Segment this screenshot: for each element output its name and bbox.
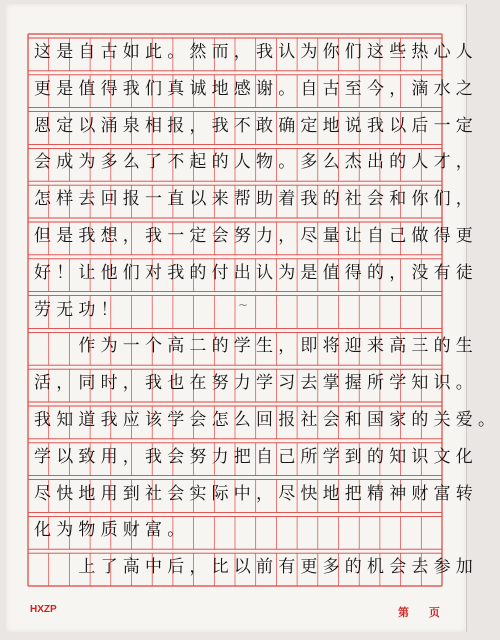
text-line	[28, 439, 478, 476]
handwritten-text: 但是我想，我一定会努力，尽量让自己做得更	[34, 225, 478, 246]
text-line	[28, 108, 478, 145]
handwritten-text: 活，同时，我也在努力学习去掌握所学知识。	[34, 373, 478, 394]
handwritten-text: 化为物质财富。	[34, 520, 190, 541]
page-number-label: 第 页	[398, 606, 448, 619]
handwritten-text: 更是值得我们真诚地感谢。自古至今，滴水之	[34, 78, 478, 99]
text-line	[28, 328, 478, 365]
text-line	[28, 255, 478, 292]
writing-area	[28, 34, 500, 586]
handwritten-text: 会成为多么了不起的人物。多么杰出的人才，	[34, 152, 478, 173]
handwritten-text: 作为一个高二的学生，即将迎来高三的生	[34, 336, 478, 357]
text-line	[28, 34, 478, 71]
handwritten-text: 劳无功！	[34, 299, 123, 320]
text-line	[28, 365, 478, 402]
handwritten-text: 尽快地用到社会实际中，尽快地把精神财富转	[34, 483, 478, 504]
paper-crease-mark: ~	[238, 298, 249, 312]
text-line	[28, 292, 442, 329]
text-line	[28, 512, 442, 549]
text-line	[28, 181, 478, 218]
text-line	[28, 71, 478, 108]
handwritten-text: 我知道我应该学会怎么回报社会和国家的关爱。	[34, 409, 500, 430]
handwritten-text: 怎样去回报一直以来帮助着我的社会和你们，	[34, 189, 478, 210]
text-line	[28, 402, 500, 439]
handwritten-text: 恩定以涌泉相报，我不敢确定地说我以后一定	[34, 115, 478, 136]
handwritten-text: 这是自古如此。然而，我认为你们这些热心人	[34, 42, 478, 62]
text-line	[28, 549, 478, 586]
text-line	[28, 218, 478, 255]
text-line	[28, 476, 478, 513]
handwritten-text: 上了高中后，比以前有更多的机会去参加	[34, 557, 478, 578]
text-line	[28, 144, 478, 181]
handwritten-text: 学以致用，我会努力把自己所学到的知识文化	[34, 446, 478, 467]
publisher-code: HXZP	[30, 604, 57, 615]
handwritten-text: 好！让他们对我的付出认为是值得的，没有徒	[34, 262, 478, 283]
